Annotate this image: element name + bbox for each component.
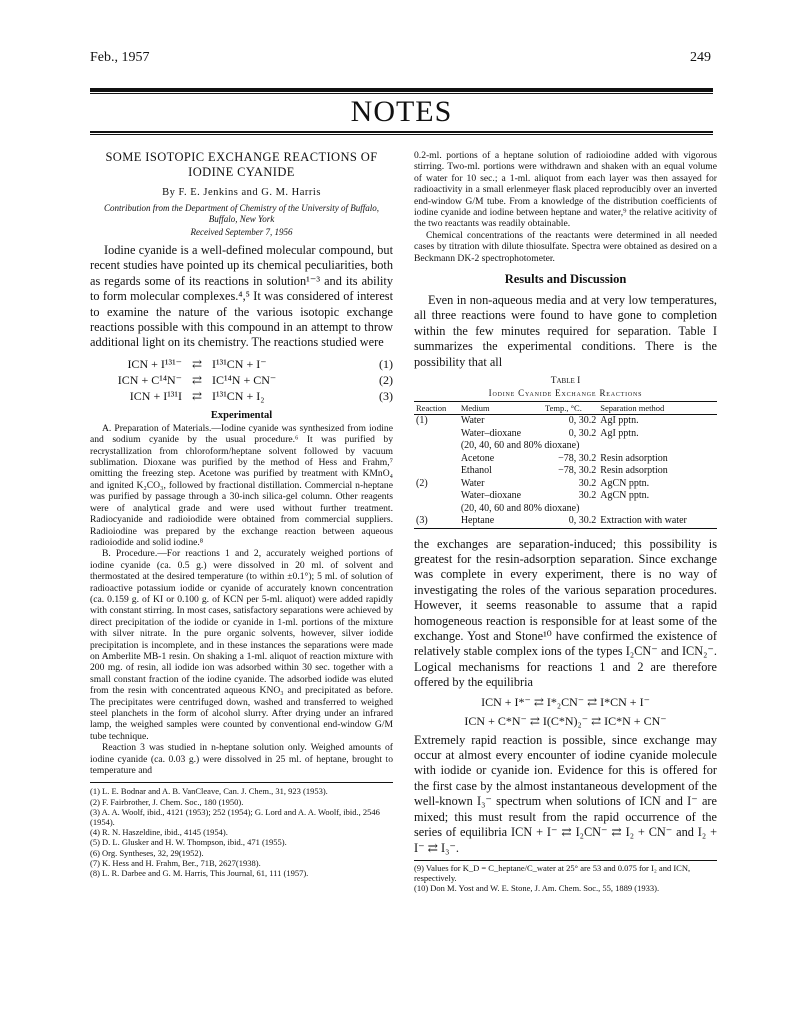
equation-3: ICN + I¹³¹I ⇄ I¹³¹CN + I₂ (3)	[129, 388, 393, 403]
reference-item: (2) F. Fairbrother, J. Chem. Soc., 180 (1950).	[90, 796, 244, 807]
top-rule	[90, 88, 713, 92]
table-header: Separation method	[598, 402, 717, 415]
table-row: (2) Water 30.2 AgCN pptn.	[416, 477, 650, 489]
footnote-rule	[414, 860, 717, 861]
reference-item: (7) K. Hess and H. Frahm, Ber., 71B, 2627(1938).	[90, 857, 261, 868]
running-date: Feb., 1957	[90, 50, 150, 65]
reference-item: (1) L. E. Bodnar and A. B. VanCleave, Can. J. Chem., 31, 923 (1953).	[90, 786, 328, 797]
results-paragraph: Even in non-aqueous media and at very low temperatures, all three reactions were found to have gone to completion within the few minutes required for separation. Table I summarizes the experimental conditions. There is the possibility that all	[414, 293, 717, 369]
reaction-equations	[90, 357, 393, 404]
final-paragraph: Extremely rapid reaction is possible, since exchange may occur at almost every encounter of iodine cyanide molecule with iodide or cyanide ion. Evidence for this is offered for the first case by the almost instantaneous development of the well-known I₃⁻ spectrum when solutions of ICN and I⁻ are mixed; this must result from the rapid occurrence of the series of equilibria ICN + I⁻ ⇄ I₂CN⁻ ⇄ I₂ + CN⁻ and I₂ + I⁻ ⇄ I₃⁻.	[414, 732, 717, 855]
intro-paragraph: Iodine cyanide is a well-defined molecular compound, but recent studies have pointed up its chemical peculiarities, both as regards some of its reactions in solution¹⁻³ and its ability to form molecular complexes.⁴,⁵ It was considered of interest to examine the nature of the various isotopic exchange reactions possible with this compound in an attempt to throw additional light on its chemistry. The reactions studied were	[90, 243, 393, 350]
mechanism-equation-1: ICN + I*⁻ ⇄ I*₂CN⁻ ⇄ I*CN + I⁻	[481, 694, 650, 709]
affiliation: Contribution from the Department of Chemistry of the University of Buffalo, Buffalo, New York	[104, 203, 379, 224]
footnote-item: (9) Values for K_D = C_heptane/C_water at 25° are 53 and 0.075 for I₂ and ICN, respectively.	[414, 862, 691, 884]
table-subtitle: Iodine Cyanide Exchange Reactions	[488, 388, 643, 399]
right-column	[414, 150, 717, 894]
table-row: (20, 40, 60 and 80% dioxane)	[460, 440, 580, 452]
results-heading: Results and Discussion	[504, 272, 627, 287]
reference-item: (6) Org. Syntheses, 32, 29(1952).	[90, 847, 204, 858]
table-row: Ethanol −78, 30.2 Resin adsorption	[460, 465, 668, 477]
left-column	[90, 150, 393, 878]
reaction3-paragraph: Reaction 3 was studied in n-heptane solution only. Weighed amounts of iodine cyanide (ca. 0.03 g.) were dissolved in 25 ml. of heptane, brought to temperature and	[90, 742, 393, 777]
article-title: SOME ISOTOPIC EXCHANGE REACTIONS OF IODINE CYANIDE	[105, 150, 378, 179]
reference-item: (3) A. A. Woolf, ibid., 4121 (1953); 252 (1954); G. Lord and A. A. Woolf, ibid., 2546 (1954).	[90, 806, 380, 828]
table-row: Water–dioxane 0, 30.2 AgI pptn.	[460, 427, 639, 439]
concentrations-paragraph: Chemical concentrations of the reactants were determined in all needed cases by titration with dilute thiosulfate. Spectra were obtained as desired on a Beckmann DK-2 spectrophotometer.	[414, 229, 717, 264]
reference-item: (4) R. N. Haszeldine, ibid., 4145 (1954).	[90, 827, 228, 838]
bottom-rule-thin	[90, 134, 713, 135]
bottom-rule	[90, 131, 713, 133]
discussion-paragraph: the exchanges are separation-induced; this possibility is greatest for the resin-adsorption separation. Since exchange was complete in every experiment, there is no way of investigating the roles of the various separation procedures. However, it seems reasonable to assume that a rapid homogeneous reaction is responsible for at least some of the exchange. Yost and Stone¹⁰ have confirmed the existence of relatively stable complex ions of the types I₂CN⁻ and ICN₂⁻. Logical mechanisms for reactions 1 and 2 are therefore offered by the equilibria	[414, 536, 717, 690]
page-number: 249	[690, 50, 711, 65]
procedure-continued: 0.2-ml. portions of a heptane solution of radioiodine added with vigorous stirring. Two-ml. portions were withdrawn and shaken with an equal volume of water for 10 sec.; a 1-ml. aliquot from each layer was then assayed for radioactivity in a small erlenmeyer flask placed reproducibly over an inverted end-window G/M tube. From a knowledge of the distribution coefficients of iodine cyanide and iodine between heptane and water,⁹ the relative acitivity of the two reactants was readily obtainable.	[414, 150, 717, 230]
reference-item: (5) D. L. Glusker and H. W. Thompson, ibid., 471 (1955).	[90, 837, 287, 848]
table-row: Water–dioxane 30.2 AgCN pptn.	[460, 490, 650, 502]
equation-2: ICN + C¹⁴N⁻ ⇄ IC¹⁴N + CN⁻ (2)	[117, 372, 393, 387]
table-row: (20, 40, 60 and 80% dioxane)	[460, 502, 580, 514]
table-header: Medium	[459, 402, 543, 415]
references	[90, 782, 393, 878]
table-row: Acetone −78, 30.2 Resin adsorption	[460, 452, 668, 464]
mechanism-equation-2: ICN + C*N⁻ ⇄ I(C*N)₂⁻ ⇄ IC*N + CN⁻	[464, 713, 667, 728]
exchange-table	[414, 401, 717, 529]
table-row: (1) Water 0, 30.2 AgI pptn.	[416, 415, 639, 427]
equation-1: ICN + I¹³¹⁻ ⇄ I¹³¹CN + I⁻ (1)	[127, 356, 393, 371]
experimental-heading: Experimental	[210, 409, 273, 421]
table-header: Reaction	[414, 402, 459, 415]
footnote-item: (10) Don M. Yost and W. E. Stone, J. Am. Chem. Soc., 55, 1889 (1933).	[414, 883, 660, 894]
procedure-paragraph: B. Procedure.—For reactions 1 and 2, accurately weighed portions of iodine cyanide (ca. 0.5 g.) were dissolved in 20 ml. of solvent and thermostated at the desired temperature (to within ±0.1°); 5 ml. of solution of radioactive potassium iodide or cyanide of accurately known concentration (ca. 0.159 g. of KI or 0.100 g. of KCN per 5-ml. aliquot) were added rapidly with constant stirring. In most cases, satisfactory separations were achieved by direct precipitation of the iodide or cyanide in 1-ml. portions of the mixture with silver nitrate. In the pure organic solvents, however, silver iodide precipitation is incomplete, and in these instances the separations were made on Amberlite MB-1 resin. On shaking a 1-ml. aliquot of reaction mixture with 200 mg. of resin, all iodide ion was adsorbed within 30 sec. together with a small constant fraction of the iodine cyanide. The adsorbed iodide was eluted from the resin with concentrated aqueous KNO₃ and precipitated as before. The precipitates were centrifuged down, washed and transferred to weighed steel planchets in the form of alcohol slurry. After drying under an infrared lamp, the weighed samples were counted by conventional end-window G/M tube technique.	[90, 548, 393, 742]
table-header: Temp., °C.	[543, 402, 598, 415]
received-date: Received September 7, 1956	[190, 227, 293, 237]
byline: By F. E. Jenkins and G. M. Harris	[162, 187, 321, 198]
reference-item: (8) L. R. Darbee and G. M. Harris, This Journal, 61, 111 (1957).	[90, 868, 309, 879]
table-row: (3) Heptane 0, 30.2 Extraction with water	[414, 515, 717, 528]
section-title: NOTES	[350, 95, 453, 128]
preparation-paragraph: A. Preparation of Materials.—Iodine cyanide was synthesized from iodine and sodium cyanide by the usual procedure.⁶ It was purified by recrystallization from chloroform/heptane solvent followed by vacuum sublimation. Dioxane was purified by the method of Hess and Frahm,⁷ omitting the freezing step. Acetone was purified by treatment with KMnO₄ and ignited K₂CO₃, followed by fractional distillation. Commercial n-heptane was purified by passage through a 30-inch silica-gel column. Other reagents were of analytical grade and were used without further treatment. Radiocyanide and radioiodide were obtained from commercial suppliers. Radioiodine was prepared by the exchange reaction between aqueous radioiodide and solid iodine.⁸	[90, 422, 393, 548]
table-title: Table I	[550, 376, 581, 387]
